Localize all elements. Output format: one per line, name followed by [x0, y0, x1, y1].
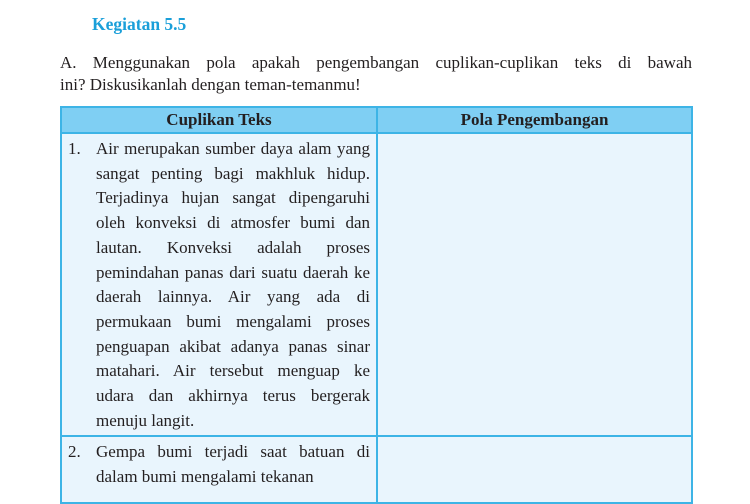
- answer-cell[interactable]: [377, 436, 692, 503]
- answer-cell[interactable]: [377, 133, 692, 436]
- excerpt-text: Gempa bumi terjadi saat batuan di dalam bumi mengalami tekanan: [96, 442, 370, 487]
- instruction-line-1: A. Menggunakan pola apakah pengembangan cuplikan-cuplikan teks di bawah: [60, 53, 692, 72]
- item-number: 1.: [68, 139, 81, 158]
- item-number: 2.: [68, 442, 81, 462]
- exercise-table: [60, 106, 693, 504]
- table-row: [61, 436, 692, 503]
- instruction-line-2: ini? Diskusikanlah dengan teman-temanmu!: [60, 75, 361, 94]
- excerpt-cell: [61, 436, 377, 503]
- table-row: [61, 133, 692, 436]
- excerpt-text: Air merupakan sumber daya alam yang sangat penting bagi makhluk hidup. Terjadinya hujan sangat dipengaruhi oleh konveksi di atmosfer bumi dan lautan. Konveksi adalah proses pemindahan panas dari suatu daerah ke daerah lainnya. Air yang ada di permukaan bumi mengalami proses penguapan akibat adanya panas sinar matahari. Air tersebut menguap ke udara dan akhirnya terus bergerak menuju langit.: [96, 139, 370, 430]
- header-cuplikan-teks: Cuplikan Teks: [61, 107, 377, 133]
- activity-heading: Kegiatan 5.5: [92, 14, 187, 34]
- header-pola-pengembangan: Pola Pengembangan: [377, 107, 692, 133]
- table-header-row: [61, 107, 692, 133]
- excerpt-cell: [61, 133, 377, 436]
- instruction-text: [60, 52, 692, 96]
